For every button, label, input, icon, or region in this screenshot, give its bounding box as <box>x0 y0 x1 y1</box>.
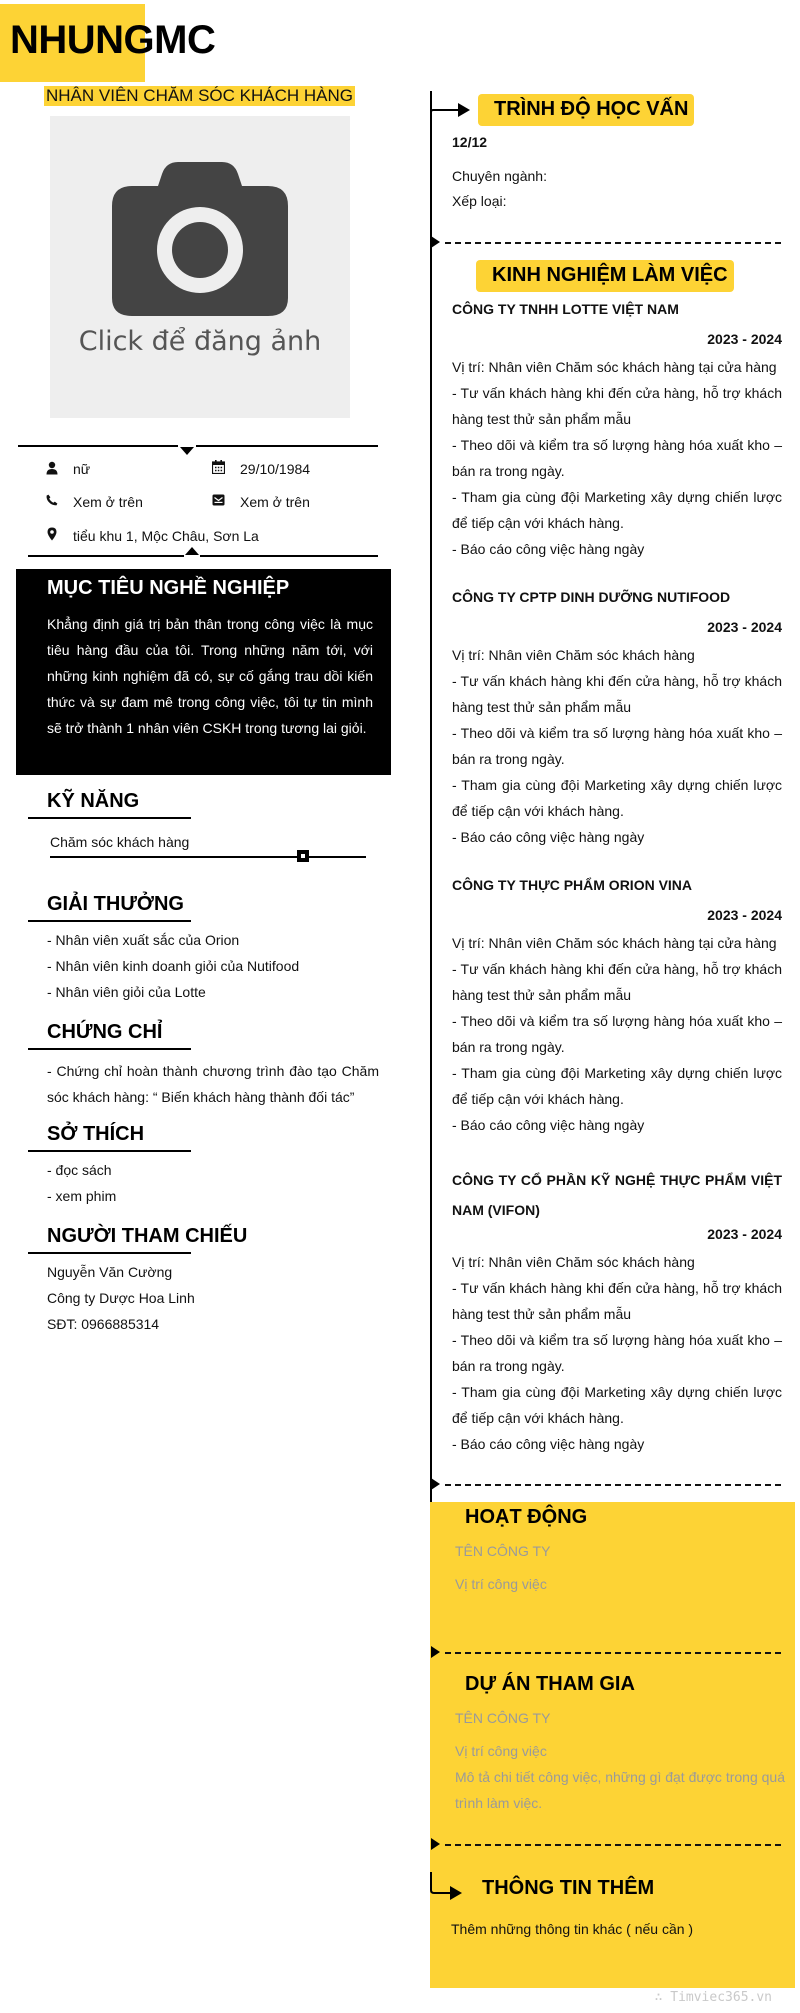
birthdate-value[interactable]: 29/10/1984 <box>240 461 311 477</box>
camera-icon <box>110 160 290 318</box>
watermark-text: Timviec365.vn <box>670 1990 772 2005</box>
photo-upload[interactable] <box>50 116 350 418</box>
skill-name[interactable]: Chăm sóc khách hàng <box>50 834 190 850</box>
info-bottom-divider-right <box>200 555 378 557</box>
reference-phone[interactable]: SĐT: 0966885314 <box>47 1316 160 1332</box>
objective-section <box>16 569 391 775</box>
job-line: - Tư vấn khách hàng khi đến cửa hàng, hỗ trợ khách hàng test thử sản phẩm mẫu <box>452 385 782 427</box>
award-item[interactable]: - Nhân viên giỏi của Lotte <box>47 984 206 1000</box>
award-item[interactable]: - Nhân viên kinh doanh giỏi của Nutifood <box>47 958 300 974</box>
job-period[interactable]: 2023 - 2024 <box>707 331 782 347</box>
job-line: - Báo cáo công việc hàng ngày <box>452 1436 645 1452</box>
job-line: - Theo dõi và kiểm tra số lượng hàng hóa xuất kho – bán ra trong ngày. <box>452 725 782 767</box>
job-description[interactable] <box>452 354 782 562</box>
job-line: - Tham gia cùng đội Marketing xây dựng chiến lược để tiếp cận với khách hàng. <box>452 489 782 531</box>
job-period[interactable]: 2023 - 2024 <box>707 1226 782 1242</box>
job-description[interactable] <box>452 1249 782 1457</box>
timeline-marker <box>431 236 440 248</box>
section-divider <box>445 1652 781 1654</box>
hobby-item[interactable]: - đọc sách <box>47 1162 112 1178</box>
hobbies-title: SỞ THÍCH <box>47 1123 145 1145</box>
references-title: NGƯỜI THAM CHIẾU <box>47 1225 248 1247</box>
projects-position[interactable]: Vị trí công việc <box>455 1743 547 1759</box>
job-line: - Tham gia cùng đội Marketing xây dựng chiến lược để tiếp cận với khách hàng. <box>452 1065 782 1107</box>
job-company[interactable]: CÔNG TY CPTP DINH DƯỠNG NUTIFOOD <box>452 589 731 605</box>
projects-description[interactable]: Mô tả chi tiết công việc, những gì đạt được trong quá trình làm việc. <box>455 1769 785 1811</box>
skill-level-track <box>50 856 366 858</box>
job-company[interactable]: CÔNG TY CỔ PHẦN KỸ NGHỆ THỰC PHẨM VIỆT NAM (VIFON) <box>452 1172 782 1218</box>
job-company[interactable]: CÔNG TY TNHH LOTTE VIỆT NAM <box>452 301 679 317</box>
job-period[interactable]: 2023 - 2024 <box>707 907 782 923</box>
phone-icon <box>46 494 58 506</box>
info-top-divider-right <box>196 445 378 447</box>
skills-underline <box>28 817 191 819</box>
projects-title: DỰ ÁN THAM GIA <box>465 1673 635 1695</box>
job-line: - Tư vấn khách hàng khi đến cửa hàng, hỗ trợ khách hàng test thử sản phẩm mẫu <box>452 1280 782 1322</box>
job-line: Vị trí: Nhân viên Chăm sóc khách hàng tại cửa hàng <box>452 359 777 375</box>
section-divider <box>445 1484 781 1486</box>
timeline-marker <box>431 1646 440 1658</box>
email-value[interactable]: Xem ở trên <box>240 494 310 510</box>
certificate-text[interactable]: - Chứng chỉ hoàn thành chương trình đào tạo Chăm sóc khách hàng: “ Biến khách hàng thành đối tác” <box>47 1063 379 1105</box>
job-company[interactable]: CÔNG TY THỰC PHẨM ORION VINA <box>452 877 693 893</box>
job-description[interactable] <box>452 930 782 1138</box>
activities-company[interactable]: TÊN CÔNG TY <box>455 1543 551 1559</box>
activities-title: HOẠT ĐỘNG <box>465 1506 588 1528</box>
objective-text[interactable]: Khẳng định giá trị bản thân trong công việc là mục tiêu hàng đầu của tôi. Trong những năm tới, với những kinh nghiệm đã có, sự cố gắng trau dồi kiến thức và sự đam mê trong công việc, tôi tự tin mình sẽ trở thành 1 nhân viên CSKH trong tương lai giỏi. <box>47 616 373 736</box>
job-line: - Tư vấn khách hàng khi đến cửa hàng, hỗ trợ khách hàng test thử sản phẩm mẫu <box>452 961 782 1003</box>
awards-title: GIẢI THƯỞNG <box>47 893 184 915</box>
job-description[interactable] <box>452 642 782 850</box>
job-line: - Theo dõi và kiểm tra số lượng hàng hóa xuất kho – bán ra trong ngày. <box>452 1332 782 1374</box>
info-caret-down <box>180 447 194 455</box>
info-top-divider-left <box>18 445 178 447</box>
info-caret-up <box>185 547 199 555</box>
watermark-icon: ∴ <box>654 1990 671 2005</box>
projects-company[interactable]: TÊN CÔNG TY <box>455 1710 551 1726</box>
info-bottom-divider-left <box>28 555 184 557</box>
section-arrow-icon <box>430 1872 464 1904</box>
education-title: TRÌNH ĐỘ HỌC VẤN <box>494 98 689 120</box>
job-line: - Báo cáo công việc hàng ngày <box>452 541 645 557</box>
calendar-icon <box>212 460 225 474</box>
envelope-icon <box>212 494 225 506</box>
gender-value[interactable]: nữ <box>73 461 91 477</box>
extra-info-text[interactable]: Thêm những thông tin khác ( nếu cần ) <box>451 1921 694 1937</box>
phone-value[interactable]: Xem ở trên <box>73 494 143 510</box>
certificates-title: CHỨNG CHỈ <box>47 1021 163 1043</box>
education-rank[interactable]: Xếp loại: <box>452 193 507 209</box>
certificates-underline <box>28 1048 191 1050</box>
job-period[interactable]: 2023 - 2024 <box>707 619 782 635</box>
references-underline <box>28 1252 191 1254</box>
education-major[interactable]: Chuyên ngành: <box>452 168 547 184</box>
address-value[interactable]: tiểu khu 1, Mộc Châu, Sơn La <box>73 528 259 544</box>
photo-upload-label: Click để đăng ảnh <box>78 326 322 357</box>
extra-info-title: THÔNG TIN THÊM <box>482 1877 655 1899</box>
skill-level-knob[interactable] <box>297 850 309 862</box>
education-school[interactable]: 12/12 <box>452 134 488 150</box>
job-line: - Tham gia cùng đội Marketing xây dựng chiến lược để tiếp cận với khách hàng. <box>452 1384 782 1426</box>
experience-title: KINH NGHIỆM LÀM VIỆC <box>492 264 728 286</box>
job-line: - Theo dõi và kiểm tra số lượng hàng hóa xuất kho – bán ra trong ngày. <box>452 437 782 479</box>
awards-underline <box>28 920 191 922</box>
map-marker-icon <box>47 527 57 541</box>
job-title[interactable]: NHÂN VIÊN CHĂM SÓC KHÁCH HÀNG <box>46 86 353 105</box>
activities-position[interactable]: Vị trí công việc <box>455 1576 547 1592</box>
job-line: - Báo cáo công việc hàng ngày <box>452 1117 645 1133</box>
award-item[interactable]: - Nhân viên xuất sắc của Orion <box>47 932 240 948</box>
timeline-marker <box>431 1838 440 1850</box>
reference-company[interactable]: Công ty Dược Hoa Linh <box>47 1290 195 1306</box>
job-line: - Tham gia cùng đội Marketing xây dựng chiến lược để tiếp cận với khách hàng. <box>452 777 782 819</box>
job-line: - Báo cáo công việc hàng ngày <box>452 829 645 845</box>
objective-title: MỤC TIÊU NGHỀ NGHIỆP <box>47 577 290 599</box>
skills-title: KỸ NĂNG <box>47 790 140 812</box>
section-arrow-icon <box>430 99 472 123</box>
reference-name[interactable]: Nguyễn Văn Cường <box>47 1264 173 1280</box>
job-line: - Tư vấn khách hàng khi đến cửa hàng, hỗ trợ khách hàng test thử sản phẩm mẫu <box>452 673 782 715</box>
timeline-marker <box>431 1478 440 1490</box>
hobby-item[interactable]: - xem phim <box>47 1188 117 1204</box>
section-divider <box>445 242 781 244</box>
job-line: Vị trí: Nhân viên Chăm sóc khách hàng <box>452 647 695 663</box>
candidate-name[interactable]: NHUNGMC <box>10 18 216 62</box>
hobbies-underline <box>28 1150 191 1152</box>
job-line: - Theo dõi và kiểm tra số lượng hàng hóa xuất kho – bán ra trong ngày. <box>452 1013 782 1055</box>
section-divider <box>445 1844 781 1846</box>
job-line: Vị trí: Nhân viên Chăm sóc khách hàng tại cửa hàng <box>452 935 777 951</box>
watermark <box>655 1990 772 2005</box>
user-icon <box>46 461 58 475</box>
job-line: Vị trí: Nhân viên Chăm sóc khách hàng <box>452 1254 695 1270</box>
